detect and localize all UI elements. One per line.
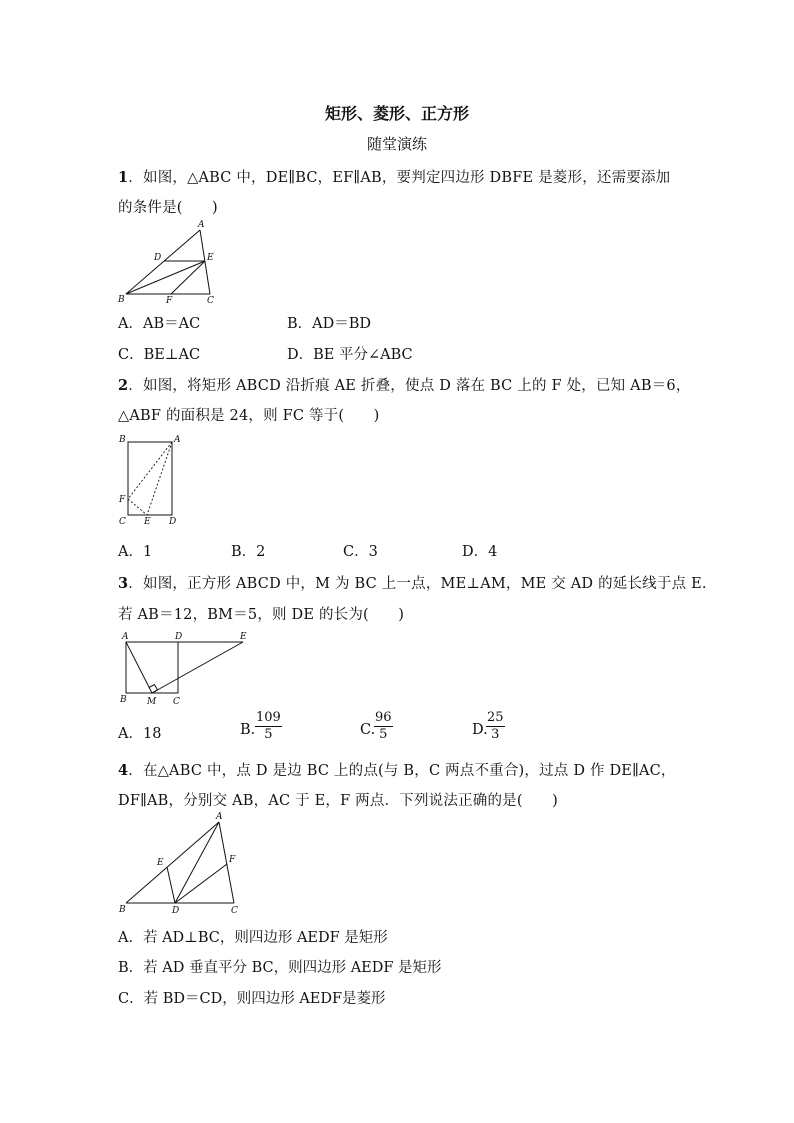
fraction-denominator: 5 [379, 727, 388, 742]
question-4-line-1 [118, 759, 676, 780]
label-f: F [166, 296, 173, 306]
q2-option-d[interactable]: D．4 [462, 544, 498, 560]
q1-option-a[interactable]: A．AB＝AC [118, 316, 201, 332]
label-e: E [240, 632, 247, 642]
segment-ad [175, 822, 219, 903]
label-b: B [119, 905, 126, 915]
question-3-line-2: 若 AB＝12，BM＝5，则 DE 的长为( ) [118, 607, 405, 623]
q3-option-b-prefix[interactable]: B. [240, 722, 256, 738]
segment-ba [126, 230, 200, 294]
question-1-line-1 [118, 166, 670, 187]
question-4-line-2: DF∥AB，分别交 AB，AC 于 E，F 两点．下列说法正确的是( ) [118, 793, 558, 809]
segment-ef [171, 261, 205, 294]
q3-option-d-fraction [486, 710, 505, 743]
label-b: B [119, 435, 126, 445]
question-1-line-2: 的条件是( ) [118, 200, 218, 216]
q3-option-c-fraction [374, 710, 393, 743]
q3-option-c-prefix[interactable]: C. [360, 722, 376, 738]
q3-option-a[interactable]: A．18 [118, 726, 162, 742]
question-text: ．如图，将矩形 ABCD 沿折痕 AE 折叠，使点 D 落在 BC 上的 F 处，已知 AB＝6， [128, 378, 691, 394]
q1-option-d[interactable]: D．BE 平分∠ABC [287, 347, 413, 363]
question-4-figure [116, 812, 251, 920]
question-2-line-2: △ABF 的面积是 24，则 FC 等于( ) [118, 408, 380, 424]
label-f: F [229, 855, 236, 865]
segment-df [175, 864, 227, 903]
label-f: F [119, 495, 126, 505]
question-text: ．如图，△ABC 中，DE∥BC，EF∥AB，要判定四边形 DBFE 是菱形，还需要添加 [128, 170, 671, 186]
label-a: A [122, 632, 129, 642]
q2-option-c[interactable]: C．3 [343, 544, 378, 560]
label-d: D [172, 906, 180, 916]
page-subtitle: 随堂演练 [366, 135, 427, 153]
question-text: ．如图，正方形 ABCD 中，M 为 BC 上一点，ME⊥AM，ME 交 AD 的延长线于点 E. [128, 576, 707, 592]
question-2-line-1 [118, 374, 691, 395]
q4-option-a[interactable]: A．若 AD⊥BC，则四边形 AEDF 是矩形 [118, 930, 388, 946]
question-number: 4 [118, 762, 129, 779]
question-number: 1 [118, 169, 129, 186]
label-e: E [207, 253, 214, 263]
q1-option-c[interactable]: C．BE⊥AC [118, 347, 201, 363]
question-2-figure [116, 432, 186, 530]
fraction-denominator: 3 [491, 727, 500, 742]
page-title: 矩形、菱形、正方形 [324, 104, 469, 123]
label-b: B [118, 295, 125, 305]
question-number: 3 [118, 575, 129, 592]
label-c: C [207, 296, 214, 306]
label-d: D [154, 253, 162, 263]
segment-be [126, 261, 205, 294]
label-b: B [120, 695, 127, 705]
q1-option-b[interactable]: B．AD＝BD [287, 316, 372, 332]
label-c: C [119, 517, 126, 527]
fold-ae [147, 442, 172, 515]
fold-fe [128, 499, 147, 515]
question-3-figure [116, 628, 256, 708]
segment-de [167, 867, 175, 903]
label-a: A [174, 435, 181, 445]
question-text: ．在△ABC 中，点 D 是边 BC 上的点(与 B，C 两点不重合)，过点 D 作 DE∥AC， [128, 763, 676, 779]
fold-af [128, 442, 172, 499]
fraction-numerator: 109 [256, 710, 281, 725]
label-d: D [169, 517, 177, 527]
q2-option-a[interactable]: A．1 [118, 544, 153, 560]
label-a: A [216, 812, 223, 822]
fraction-numerator: 25 [487, 710, 504, 725]
label-e: E [157, 858, 164, 868]
q3-option-d-prefix[interactable]: D. [472, 722, 488, 738]
q2-option-b[interactable]: B．2 [231, 544, 266, 560]
label-a: A [198, 220, 205, 230]
label-m: M [147, 697, 157, 707]
segment-am [126, 642, 152, 693]
question-1-figure [116, 218, 226, 308]
q4-option-b[interactable]: B．若 AD 垂直平分 BC，则四边形 AEDF 是矩形 [118, 960, 442, 976]
q3-option-b-fraction [255, 710, 282, 743]
question-number: 2 [118, 377, 129, 394]
label-d: D [175, 632, 183, 642]
segment-me [152, 642, 243, 693]
label-c: C [231, 906, 238, 916]
fraction-denominator: 5 [264, 727, 273, 742]
q4-option-c[interactable]: C．若 BD＝CD，则四边形 AEDF是菱形 [118, 991, 386, 1007]
fraction-numerator: 96 [375, 710, 392, 725]
label-e: E [144, 517, 151, 527]
question-3-line-1 [118, 572, 707, 593]
label-c: C [173, 697, 180, 707]
